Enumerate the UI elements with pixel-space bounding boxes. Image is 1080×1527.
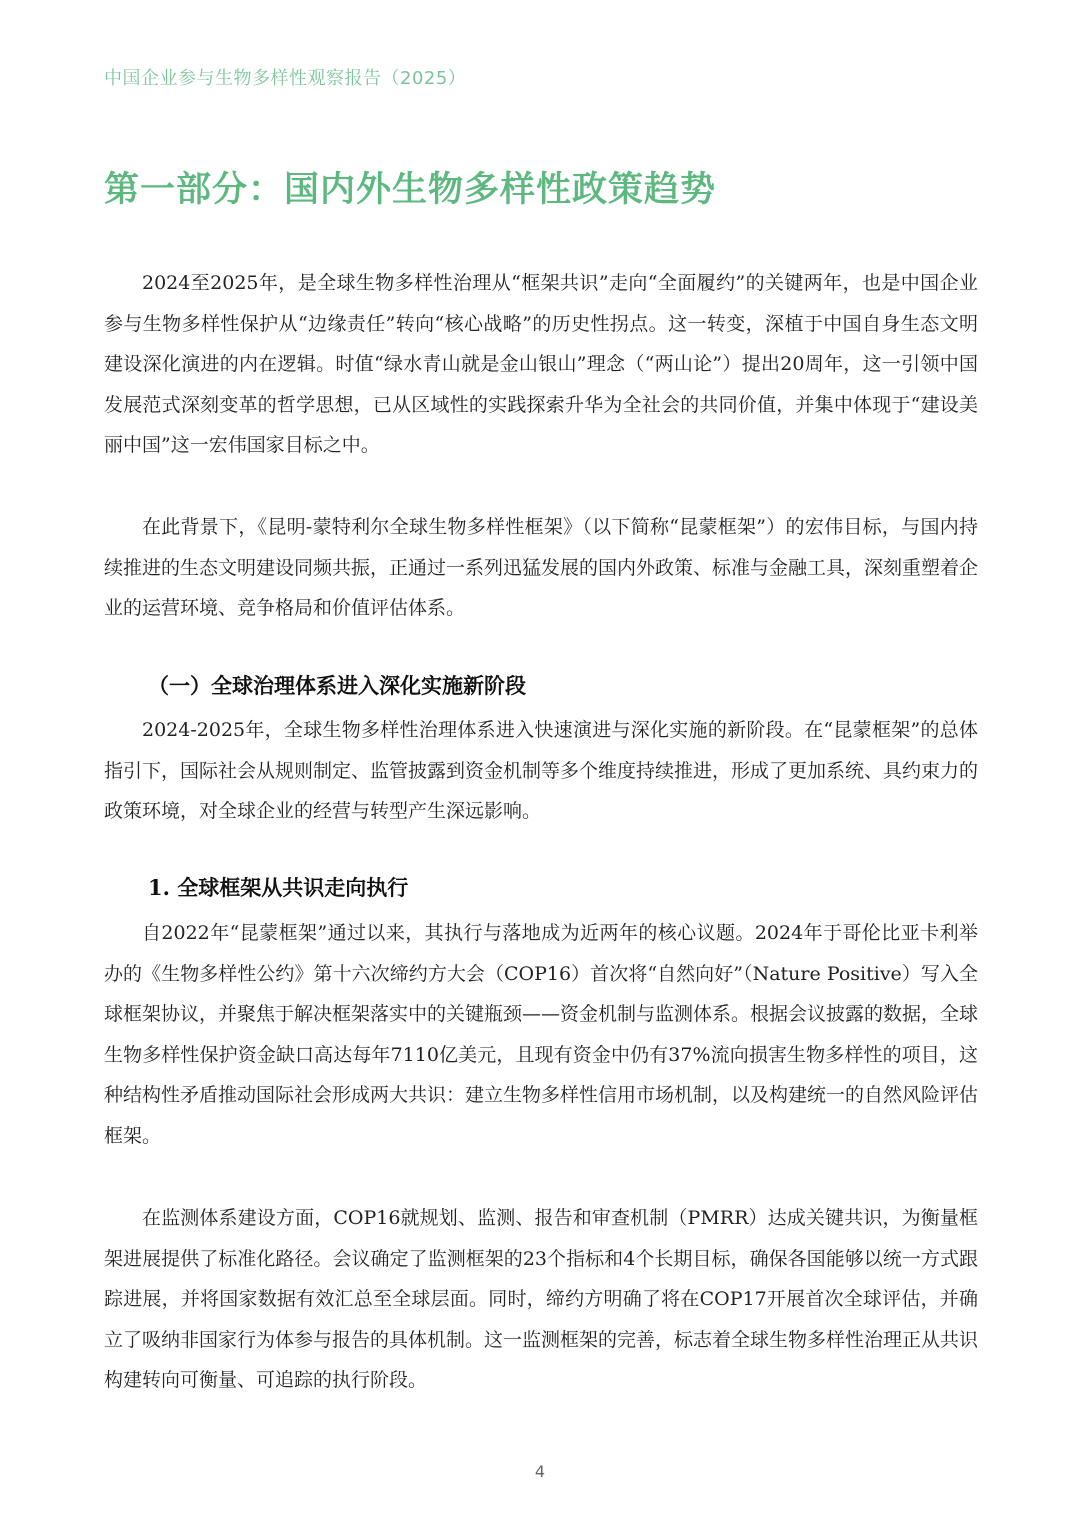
page-title: 第一部分：国内外生物多样性政策趋势: [104, 170, 717, 210]
subsection-heading: （一）全球治理体系进入深化实施新阶段: [148, 673, 526, 698]
intro-paragraph-1: 2024至2025年，是全球生物多样性治理从“框架共识”走向“全面履约”的关键两年，也是中国企业参与生物多样性保护从“边缘责任”转向“核心战略”的历史性拐点。这一转变，深植于中国自身生态文明建设深化演进的内在逻辑。时值“绿水青山就是金山银山”理念（“两山论”）提出20周年，这一引领中国发展范式深刻变革的哲学思想，已从区域性的实践探索升华为全社会的共同价值，并集中体现于“建设美丽中国”这一宏伟国家目标之中。: [104, 272, 978, 456]
intro-paragraph-2: 在此背景下，《昆明-蒙特利尔全球生物多样性框架》（以下简称“昆蒙框架”）的宏伟目标，与国内持续推进的生态文明建设同频共振，正通过一系列迅猛发展的国内外政策、标准与金融工具，深刻重塑着企业的运营环境、竞争格局和价值评估体系。: [104, 516, 979, 619]
item-paragraph-2: 在监测体系建设方面，COP16就规划、监测、报告和审查机制（PMRR）达成关键共识，为衡量框架进展提供了标准化路径。会议确定了监测框架的23个指标和4个长期目标，确保各国能够以统一方式跟踪进展，并将国家数据有效汇总至全球层面。同时，缔约方明确了将在COP17开展首次全球评估，并确立了吸纳非国家行为体参与报告的具体机制。这一监测框架的完善，标志着全球生物多样性治理正从共识构建转向可衡量、可追踪的执行阶段。: [104, 1207, 979, 1391]
subsection-paragraph: 2024-2025年，全球生物多样性治理体系进入快速演进与深化实施的新阶段。在“昆蒙框架”的总体指引下，国际社会从规则制定、监管披露到资金机制等多个维度持续推进，形成了更加系统、具约束力的政策环境，对全球企业的经营与转型产生深远影响。: [104, 719, 979, 822]
item-paragraph-1: 自2022年“昆蒙框架”通过以来，其执行与落地成为近两年的核心议题。2024年于哥伦比亚卡利举办的《生物多样性公约》第十六次缔约方大会（COP16）首次将“自然向好”（Nature Positive）写入全球框架协议，并聚焦于解决框架落实中的关键瓶颈——资金机制与监测体系。根据会议披露的数据，全球生物多样性保护资金缺口高达每年7110亿美元，且现有资金中仍有37%流向损害生物多样性的项目，这种结构性矛盾推动国际社会形成两大共识：建立生物多样性信用市场机制，以及构建统一的自然风险评估框架。: [104, 922, 979, 1147]
item-heading: 1. 全球框架从共识走向执行: [148, 875, 409, 900]
page-number: 4: [534, 1462, 546, 1481]
running-header: 中国企业参与生物多样性观察报告（2025）: [104, 68, 467, 89]
